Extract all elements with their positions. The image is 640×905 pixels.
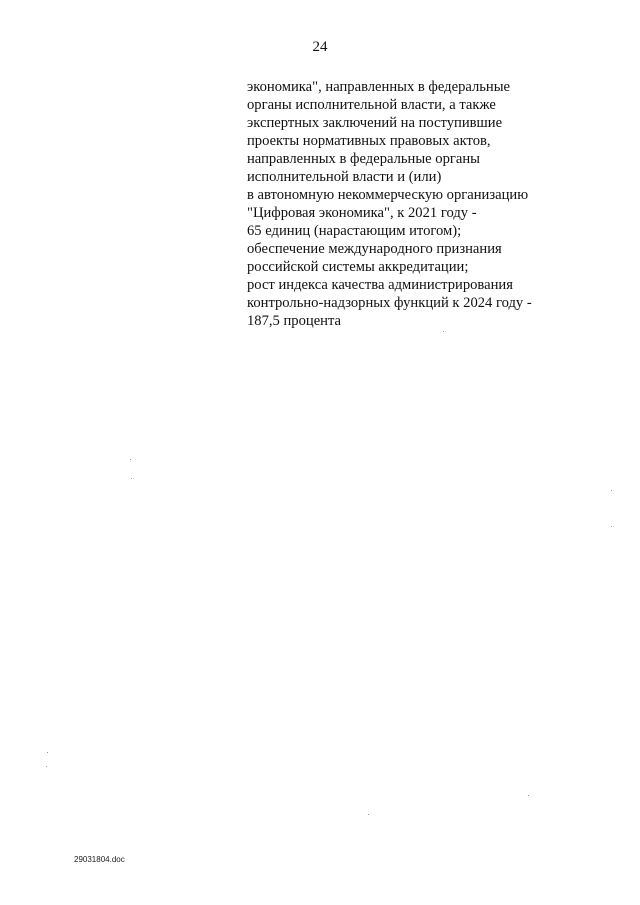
scan-speck [368, 814, 369, 815]
text-line: "Цифровая экономика", к 2021 году - [247, 205, 477, 221]
scan-speck [46, 766, 47, 767]
footer-filename: 29031804.doc [74, 855, 125, 864]
scan-speck [130, 459, 131, 460]
text-line: российской системы аккредитации; [247, 259, 469, 275]
body-text [247, 78, 567, 330]
scan-speck [611, 526, 612, 527]
scan-speck [611, 490, 612, 491]
text-line: 187,5 процента [247, 313, 342, 329]
scan-speck [47, 752, 48, 753]
text-line: в автономную некоммерческую организацию [247, 187, 529, 203]
scan-speck [528, 795, 529, 796]
text-line: проекты нормативных правовых актов, [247, 133, 491, 149]
text-line: рост индекса качества администрирования [247, 277, 513, 293]
text-line: обеспечение международного признания [247, 241, 502, 257]
scan-speck [443, 331, 444, 332]
text-line: исполнительной власти и (или) [247, 169, 442, 185]
text-line: контрольно-надзорных функций к 2024 году - [247, 295, 532, 311]
text-line: органы исполнительной власти, а также [247, 97, 496, 113]
text-line: экономика", направленных в федеральные [247, 79, 511, 95]
text-line: 65 единиц (нарастающим итогом); [247, 223, 462, 239]
text-line: экспертных заключений на поступившие [247, 115, 503, 131]
scan-speck [131, 478, 132, 479]
text-line: направленных в федеральные органы [247, 151, 480, 167]
page-number: 24 [312, 39, 328, 55]
